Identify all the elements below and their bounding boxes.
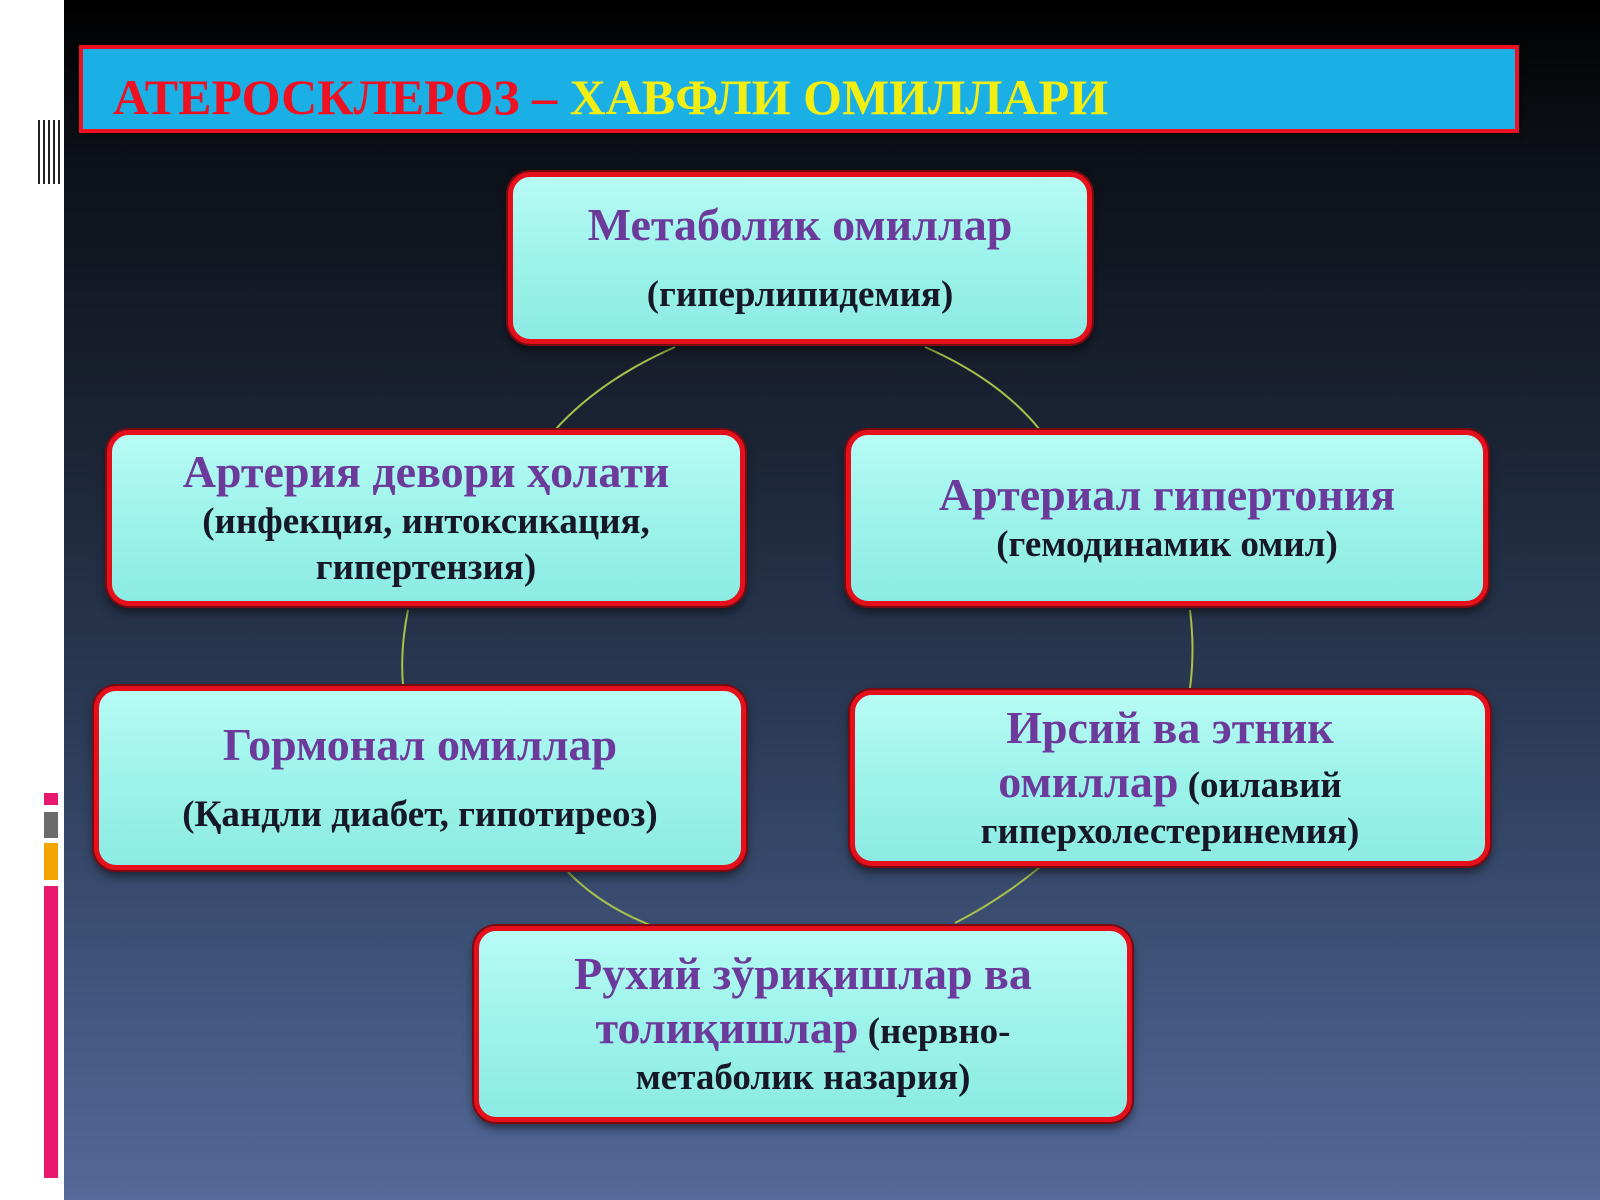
connector-hereditary-psychic: [955, 867, 1040, 923]
box-subtext-line2: гипертензия): [315, 547, 537, 588]
box-heading-line1: Рухий зўриқишлар ва: [574, 948, 1032, 999]
box-arterial-hypertension: [846, 430, 1488, 606]
title-yellow-part: ХАВФЛИ ОМИЛЛАРИ: [569, 69, 1109, 125]
box-subtext: (гемодинамик омил): [996, 524, 1338, 565]
box-metabolic-factors: [508, 172, 1092, 344]
box-subtext: (Қандли диабет, гипотиреоз): [182, 794, 658, 835]
slide-title: [113, 57, 1108, 137]
box-heading-line2: [998, 755, 1341, 809]
box-subtext-inline: (нервно-: [858, 1011, 1011, 1052]
box-heading-word: омиллар: [998, 756, 1179, 807]
box-subtext-line: метаболик назария): [635, 1057, 971, 1098]
box-subtext: (гиперлипидемия): [646, 274, 954, 315]
title-red-part: АТЕРОСКЛЕРОЗ –: [113, 69, 558, 125]
box-heading-word: толиқишлар: [595, 1002, 859, 1053]
box-heading: Артерия девори ҳолати: [182, 446, 670, 497]
connector-metabolic-artery-wall: [555, 347, 675, 430]
connector-artery-wall-hormonal: [402, 610, 408, 685]
box-artery-wall: [107, 430, 745, 606]
box-psychic-stress: [474, 926, 1132, 1122]
connector-hypertension-hereditary: [1190, 610, 1193, 688]
box-subtext-inline: (оилавий: [1178, 765, 1342, 806]
box-heading: Артериал гипертония: [938, 469, 1396, 520]
box-hormonal-factors: [94, 686, 746, 870]
box-heading: Гормонал омиллар: [222, 719, 618, 770]
connector-metabolic-hypertension: [925, 347, 1040, 430]
box-subtext-line: гиперхолестеринемия): [980, 811, 1360, 852]
box-heading: Метаболик омиллар: [587, 199, 1013, 250]
box-heading-line1: Ирсий ва этник: [1006, 702, 1334, 753]
box-hereditary-factors: [850, 690, 1490, 866]
connector-hormonal-psychic: [568, 872, 650, 925]
box-subtext-line1: (инфекция, интоксикация,: [202, 501, 650, 542]
title-bar: [79, 45, 1519, 133]
box-heading-line2: [596, 1001, 1011, 1055]
